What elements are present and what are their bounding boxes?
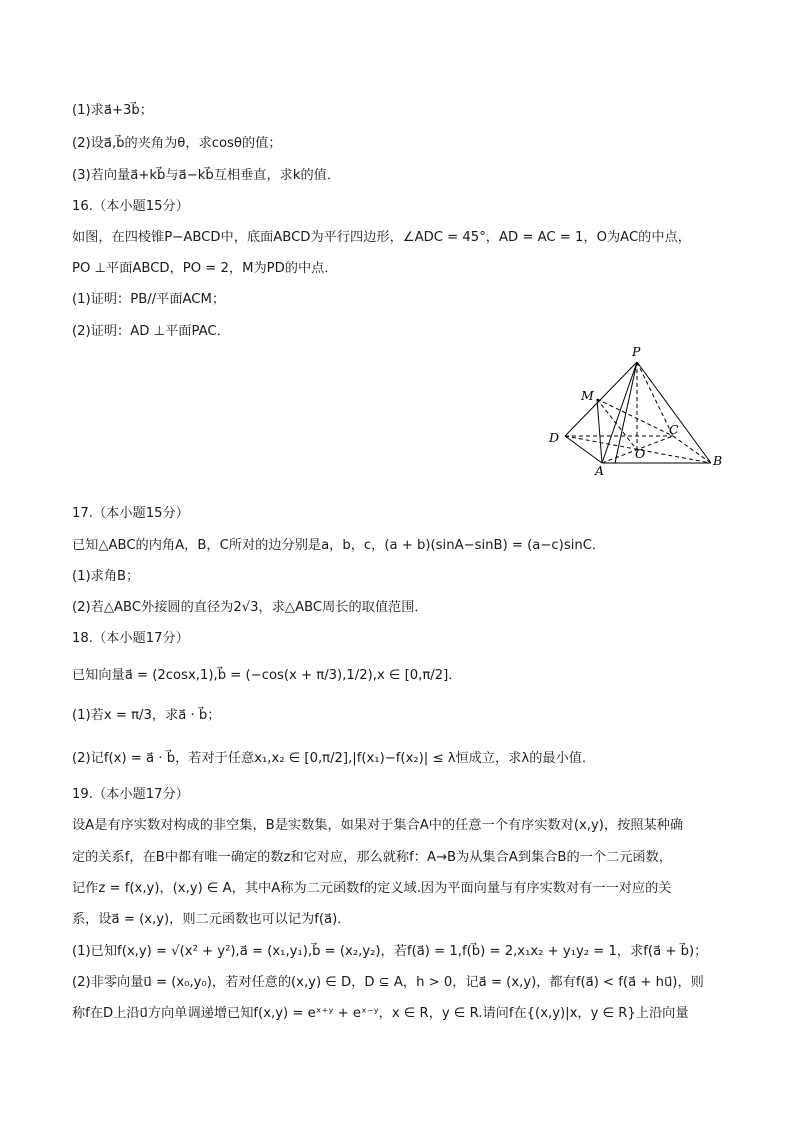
edge-DA — [565, 436, 602, 463]
q19-heading: 19.（本小题17分） — [72, 787, 189, 802]
label-C: C — [669, 422, 679, 437]
edge-PA-front — [615, 362, 637, 463]
edge-PB — [637, 362, 711, 463]
label-O: O — [635, 446, 646, 461]
q18-part1: (1)若x = π/3，求a⃗ · b⃗； — [72, 708, 221, 723]
q17-heading: 17.（本小题15分） — [72, 506, 189, 521]
q15-part2: (2)设a⃗,b⃗的夹角为θ，求cosθ的值； — [72, 136, 282, 151]
pyramid-diagram — [545, 340, 735, 480]
edge-MO — [597, 399, 637, 450]
q19-part2-line2: 称f在D上沿u⃗方向单调递增已知f(x,y) = eˣ⁺ʸ + eˣ⁻ʸ，x ∈ R，y ∈ R.请问f在{(x,y)|x，y ∈ R}上沿向量 — [72, 1006, 689, 1021]
q16-stem-line2: PO ⊥平面ABCD，PO = 2，M为PD的中点． — [72, 261, 338, 276]
q18-part2: (2)记f(x) = a⃗ · b⃗，若对于任意x₁,x₂ ∈ [0,π/2],|f(x₁)−f(x₂)| ≤ λ恒成立，求λ的最小值． — [72, 751, 596, 766]
edge-CB — [673, 436, 711, 463]
q18-heading: 18.（本小题17分） — [72, 631, 189, 646]
edge-PC — [637, 362, 673, 436]
q15-part1: (1)求a⃗+3b⃗； — [72, 103, 153, 118]
q19-part1: (1)已知f(x,y) = √(x² + y²),a⃗ = (x₁,y₁),b⃗ = (x₂,y₂)，若f(a⃗) = 1,f(b⃗) = 2,x₁x₂ + y₁y₂ = 1，求f(a⃗ + b⃗)； — [72, 944, 708, 959]
q15-part3: (3)若向量a⃗+kb⃗与a⃗−kb⃗互相垂直，求k的值． — [72, 168, 341, 183]
edge-PD — [565, 362, 637, 436]
q17-stem: 已知△ABC的内角A，B，C所对的边分别是a，b，c，(a + b)(sinA−sinB) = (a−c)sinC． — [72, 538, 606, 553]
q19-stem-line3: 记作z = f(x,y)，(x,y) ∈ A，其中A称为二元函数f的定义域.因为平面向量与有序实数对有一一对应的关 — [72, 881, 672, 896]
edge-MC — [597, 399, 673, 436]
q19-stem-line4: 系，设a⃗ = (x,y)，则二元函数也可以记为f(a⃗)． — [72, 912, 351, 927]
label-D: D — [549, 430, 560, 445]
q19-part2-line1: (2)非零向量u⃗ = (x₀,y₀)，若对任意的(x,y) ∈ D，D ⊆ A，h > 0，记a⃗ = (x,y)，都有f(a⃗) < f(a⃗ + hu⃗)，则 — [72, 975, 704, 990]
label-P: P — [632, 344, 641, 359]
q19-stem-line1: 设A是有序实数对构成的非空集，B是实数集，如果对于集合A中的任意一个有序实数对(x,y)，按照某种确 — [72, 818, 684, 833]
label-B: B — [713, 453, 723, 468]
pyramid-figure — [545, 340, 735, 480]
q16-part2: (2)证明：AD ⊥平面PAC． — [72, 324, 230, 339]
q17-part2: (2)若△ABC外接圆的直径为2√3，求△ABC周长的取值范围． — [72, 600, 428, 615]
q19-stem-line2: 定的关系f，在B中都有唯一确定的数z和它对应，那么就称f：A→B为从集合A到集合B的一个二元函数， — [72, 850, 672, 865]
q16-stem-line1: 如图，在四棱锥P−ABCD中，底面ABCD为平行四边形，∠ADC = 45°，AD = AC = 1，O为AC的中点， — [72, 230, 691, 245]
label-A: A — [595, 463, 605, 478]
q18-stem: 已知向量a⃗ = (2cosx,1),b⃗ = (−cos(x + π/3),1/2),x ∈ [0,π/2]． — [72, 668, 462, 683]
q17-part1: (1)求角B； — [72, 569, 140, 584]
edge-MA — [597, 399, 602, 463]
q16-heading: 16.（本小题15分） — [72, 199, 189, 214]
label-M: M — [581, 388, 594, 403]
q16-part1: (1)证明：PB//平面ACM； — [72, 292, 226, 307]
